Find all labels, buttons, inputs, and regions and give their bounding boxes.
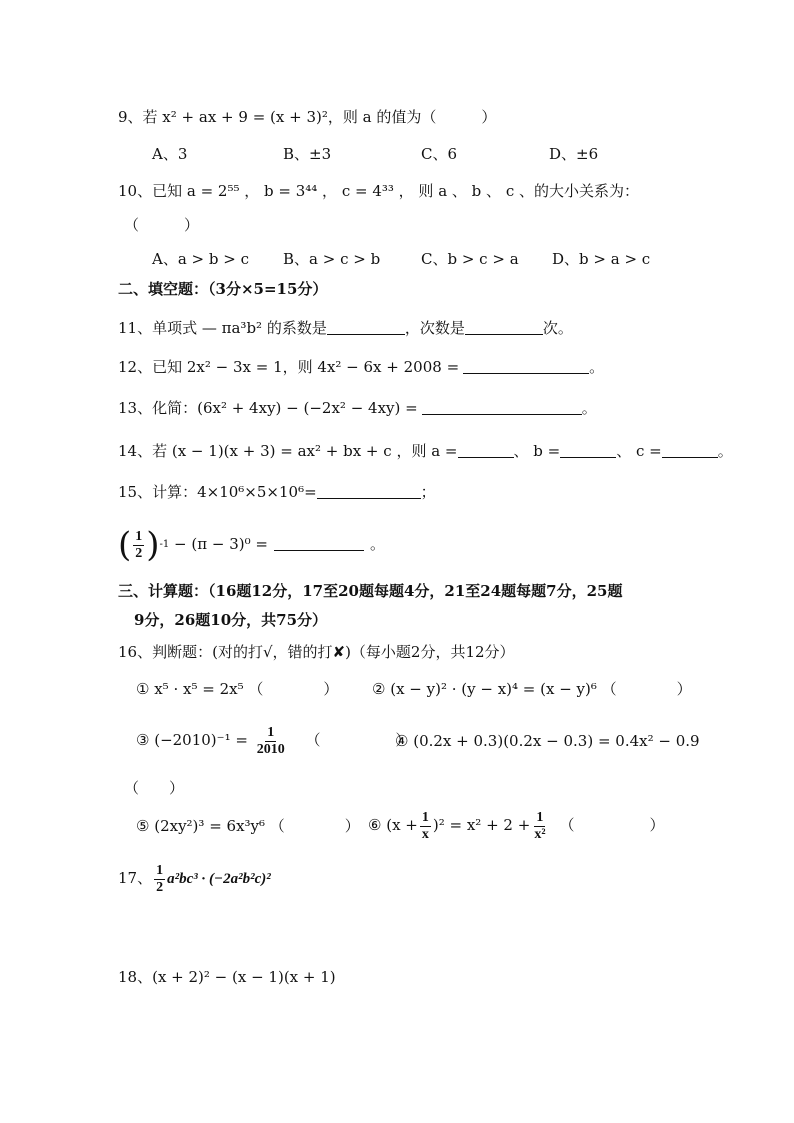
q15-suffix: ； [420, 483, 436, 501]
section-2-title: 二、填空题：（3分×5=15分） [118, 280, 328, 298]
q12-blank[interactable] [463, 357, 589, 374]
q14-b-label: 、 b = [513, 442, 561, 460]
q15-fraction-numerator: 1 [135, 528, 143, 544]
section-3-title-line2: 9分，26题10分，共75分） [134, 611, 328, 629]
q16-item-6-denominator-1: x [421, 826, 429, 842]
q14-prefix: 14、若 (x − 1)(x + 3) = ax² + bx + c ，则 a = [118, 442, 458, 460]
q15-fraction [133, 529, 144, 562]
q9-option-a: A、3 [152, 145, 188, 163]
q16-item-6-fraction-1 [420, 810, 431, 843]
q16-item-6-mid: )² = x² + 2 + [432, 816, 531, 834]
question-16-stem: 16、判断题：(对的打√，错的打✘)（每小题2分，共12分） [118, 643, 515, 661]
q16-item-6 [368, 806, 665, 844]
q16-item-6-numerator-2: 1 [536, 809, 544, 825]
question-9-stem: 9、若 x² + ax + 9 = (x + 3)²，则 a 的值为（ ） [118, 108, 497, 126]
question-13 [118, 397, 597, 419]
q17-numerator: 1 [156, 862, 164, 878]
q12-suffix: 。 [589, 358, 605, 376]
q17-fraction [154, 863, 165, 896]
q15-half-paren [118, 523, 169, 567]
q11-blank-coefficient[interactable] [327, 318, 405, 335]
question-17 [118, 858, 271, 899]
q10-option-a: A、a > b > c [152, 250, 249, 268]
q15-fraction-denominator: 2 [135, 545, 143, 561]
q11-prefix: 11、单项式 — πa³b² 的系数是 [118, 319, 327, 337]
question-10-paren: （ ） [124, 216, 200, 234]
q16-item-4: ④ (0.2x + 0.3)(0.2x − 0.3) = 0.4x² − 0.9 [395, 732, 700, 750]
q15-prefix: 15、计算：4×10⁶×5×10⁶= [118, 483, 317, 501]
question-18: 18、(x + 2)² − (x − 1)(x + 1) [118, 968, 336, 986]
q16-item-3 [136, 722, 411, 758]
q13-blank[interactable] [422, 398, 582, 415]
q9-option-c: C、6 [421, 145, 458, 163]
q9-option-d: D、±6 [549, 145, 599, 163]
q16-item-4-paren: （ ） [124, 779, 185, 797]
right-paren-glyph: ) [146, 525, 160, 565]
q13-prefix: 13、化简：(6x² + 4xy) − (−2x² − 4xy) = [118, 399, 418, 417]
q14-c-label: 、 c = [616, 442, 662, 460]
q10-option-d: D、b > a > c [552, 250, 651, 268]
q16-item-3-paren: （ ） [305, 731, 411, 749]
q15-line2-rest: − (π − 3)⁰ = [169, 535, 268, 553]
q15-blank-1[interactable] [317, 482, 421, 499]
q15-line2-suffix: 。 [369, 535, 385, 553]
q10-option-b: B、a > c > b [283, 250, 381, 268]
section-3-title-line1: 三、计算题：（16题12分，17至20题每题4分，21至24题每题7分，25题 [118, 582, 623, 600]
q14-blank-a[interactable] [458, 441, 514, 458]
q14-blank-c[interactable] [662, 441, 718, 458]
q16-item-6-paren: （ ） [559, 816, 665, 834]
q10-option-c: C、b > c > a [421, 250, 519, 268]
q16-item-3-prefix: ③ (−2010)⁻¹ = [136, 731, 248, 749]
q11-blank-degree[interactable] [465, 318, 543, 335]
question-15-line1 [118, 481, 436, 503]
q16-item-6-denominator-2: x² [534, 826, 546, 842]
q14-blank-b[interactable] [560, 441, 616, 458]
q16-item-2: ② (x − y)² · (y − x)⁴ = (x − y)⁶ （ ） [372, 680, 692, 698]
q11-mid: ，次数是 [404, 319, 465, 337]
question-11 [118, 317, 573, 339]
q11-suffix: 次。 [542, 319, 573, 337]
q16-item-3-fraction [255, 725, 287, 758]
question-12 [118, 356, 604, 378]
question-15-line2 [118, 522, 385, 567]
q14-suffix: 。 [717, 442, 733, 460]
left-paren-glyph: ( [118, 525, 132, 565]
q17-prefix: 17、 [118, 869, 153, 887]
q15-exponent: -1 [159, 539, 170, 550]
q15-blank-2[interactable] [274, 534, 364, 551]
q16-item-1: ① x⁵ · x⁵ = 2x⁵ （ ） [136, 680, 339, 698]
question-14 [118, 440, 733, 462]
q16-item-3-denominator: 2010 [256, 741, 285, 757]
question-10-stem: 10、已知 a = 2⁵⁵ ， b = 3⁴⁴ ， c = 4³³ ， 则 a 、 b 、 c 、的大小关系为： [118, 182, 639, 200]
q16-item-3-numerator: 1 [267, 724, 275, 740]
q12-prefix: 12、已知 2x² − 3x = 1，则 4x² − 6x + 2008 = [118, 358, 460, 376]
q16-item-5: ⑤ (2xy²)³ = 6x³y⁶ （ ） [136, 817, 360, 835]
q16-item-6-fraction-2 [532, 810, 547, 843]
q16-item-6-prefix: ⑥ (x + [368, 816, 418, 834]
q17-denominator: 2 [156, 879, 164, 895]
q16-item-6-numerator-1: 1 [421, 809, 429, 825]
q13-suffix: 。 [581, 399, 597, 417]
q9-option-b: B、±3 [283, 145, 332, 163]
q17-expression: a²bc³ · (−2a²b²c)² [167, 871, 271, 887]
